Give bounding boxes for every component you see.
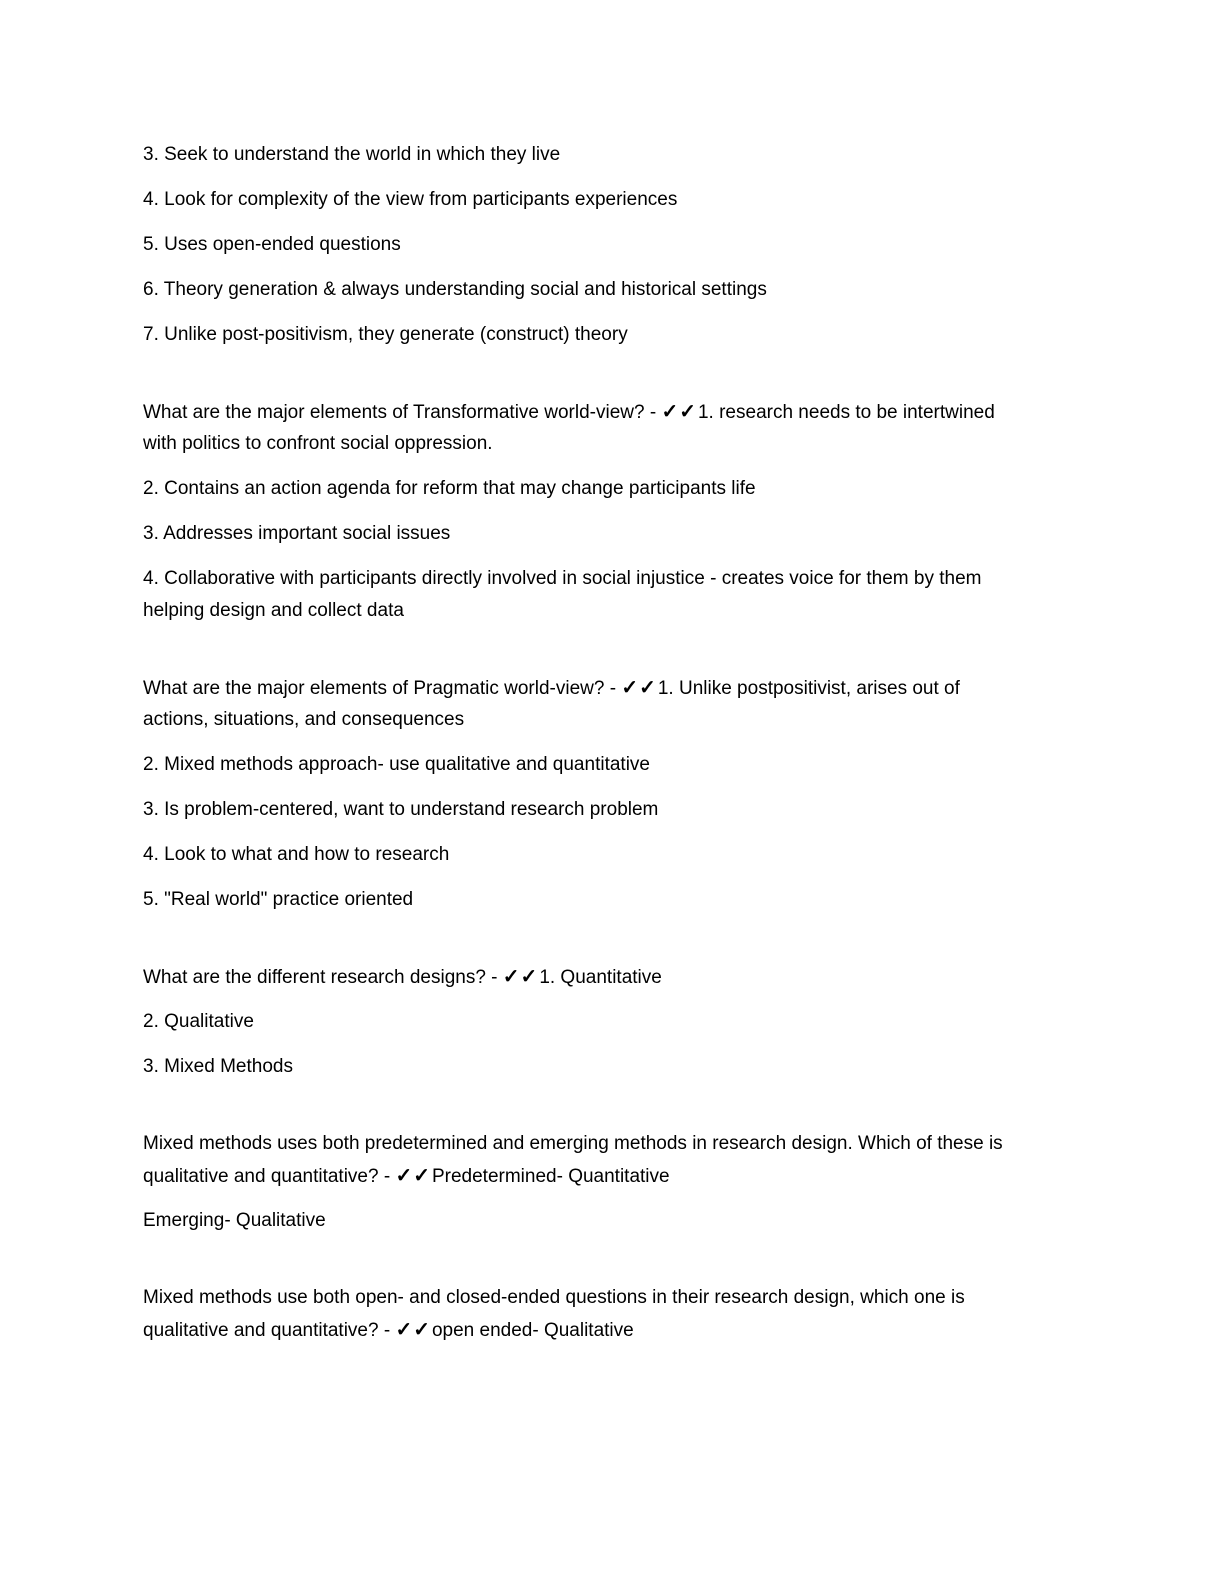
text-line: Mixed methods uses both predetermined and emerging methods in research design. Which of these is bbox=[143, 1133, 1003, 1154]
document-body bbox=[143, 139, 1081, 1391]
text-line: 3. Addresses important social issues bbox=[143, 523, 451, 544]
text-line: 4. Look to what and how to research bbox=[143, 844, 450, 865]
text-line: 7. Unlike post-positivism, they generate (construct) theory bbox=[143, 324, 628, 345]
paragraph bbox=[143, 1128, 1081, 1192]
double-check-icon: ✓✓ bbox=[661, 401, 697, 423]
text-line: What are the major elements of Transformative world-view? - ✓✓1. research needs to be intertwined bbox=[143, 401, 995, 423]
paragraph bbox=[143, 518, 1081, 550]
text-line: Emerging- Qualitative bbox=[143, 1210, 326, 1231]
paragraph bbox=[143, 884, 1081, 916]
double-check-icon: ✓✓ bbox=[395, 1319, 431, 1341]
text-line: helping design and collect data bbox=[143, 600, 404, 621]
paragraph bbox=[143, 274, 1081, 306]
paragraph bbox=[143, 961, 1081, 993]
text-line: Mixed methods use both open- and closed-ended questions in their research design, which one is bbox=[143, 1287, 965, 1308]
text-line: 5. Uses open-ended questions bbox=[143, 234, 401, 255]
paragraph bbox=[143, 749, 1081, 781]
text-line: 3. Is problem-centered, want to understand research problem bbox=[143, 799, 659, 820]
paragraph bbox=[143, 319, 1081, 351]
text-line: qualitative and quantitative? - ✓✓open ended- Qualitative bbox=[143, 1319, 634, 1341]
paragraph bbox=[143, 672, 1081, 736]
text-line: 4. Look for complexity of the view from participants experiences bbox=[143, 189, 678, 210]
qa-section bbox=[143, 1128, 1081, 1237]
text-line: 2. Contains an action agenda for reform that may change participants life bbox=[143, 478, 756, 499]
text-line: 5. "Real world" practice oriented bbox=[143, 889, 414, 910]
paragraph bbox=[143, 473, 1081, 505]
paragraph bbox=[143, 1282, 1081, 1346]
qa-section bbox=[143, 396, 1081, 627]
text-line: 4. Collaborative with participants directly involved in social injustice - creates voice for them by them bbox=[143, 568, 982, 589]
qa-section bbox=[143, 1282, 1081, 1346]
double-check-icon: ✓✓ bbox=[502, 966, 539, 988]
paragraph bbox=[143, 839, 1081, 871]
paragraph bbox=[143, 1205, 1081, 1237]
paragraph bbox=[143, 139, 1081, 171]
text-line: qualitative and quantitative? - ✓✓Predetermined- Quantitative bbox=[143, 1165, 670, 1187]
text-line: What are the major elements of Pragmatic world-view? - ✓✓1. Unlike postpositivist, arises out of bbox=[143, 677, 960, 699]
paragraph bbox=[143, 1051, 1081, 1083]
paragraph bbox=[143, 229, 1081, 261]
paragraph bbox=[143, 794, 1081, 826]
qa-section bbox=[143, 961, 1081, 1083]
double-check-icon: ✓✓ bbox=[395, 1165, 431, 1187]
text-line: 3. Seek to understand the world in which they live bbox=[143, 144, 561, 165]
text-line: What are the different research designs? - ✓✓1. Quantitative bbox=[143, 966, 662, 988]
double-check-icon: ✓✓ bbox=[621, 677, 657, 699]
text-line: actions, situations, and consequences bbox=[143, 709, 465, 730]
text-line: 6. Theory generation & always understanding social and historical settings bbox=[143, 279, 767, 300]
paragraph bbox=[143, 184, 1081, 216]
qa-section bbox=[143, 672, 1081, 916]
paragraph bbox=[143, 563, 1081, 627]
qa-section bbox=[143, 139, 1081, 351]
text-line: 3. Mixed Methods bbox=[143, 1056, 293, 1077]
paragraph bbox=[143, 396, 1081, 460]
text-line: with politics to confront social oppression. bbox=[143, 433, 493, 454]
text-line: 2. Mixed methods approach- use qualitative and quantitative bbox=[143, 754, 650, 775]
text-line: 2. Qualitative bbox=[143, 1011, 254, 1032]
paragraph bbox=[143, 1006, 1081, 1038]
